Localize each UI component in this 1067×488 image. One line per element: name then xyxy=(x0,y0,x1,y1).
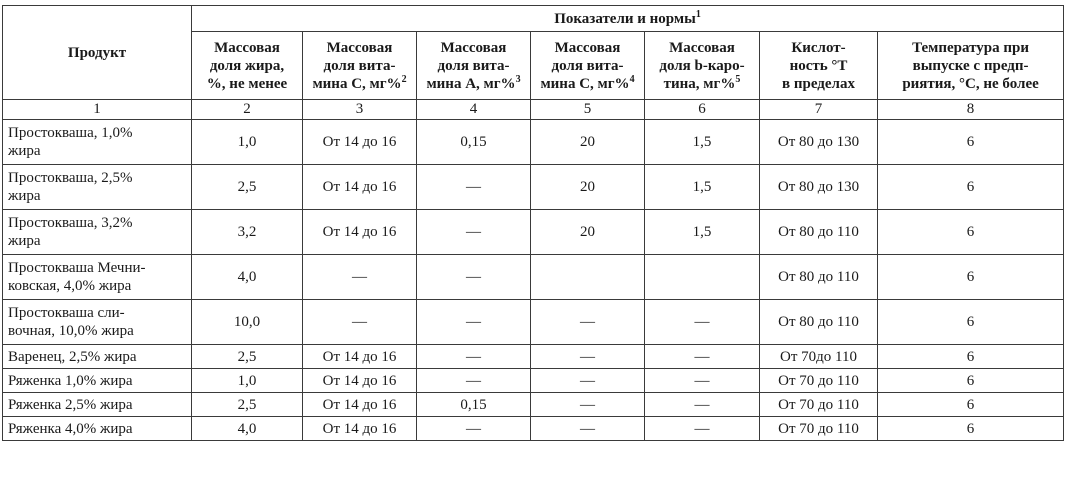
value-cell-col-5: — xyxy=(531,369,645,393)
value-cell-col-7: От 70 до 110 xyxy=(760,369,878,393)
value-cell-col-2: 2,5 xyxy=(192,393,303,417)
value-cell-col-3: От 14 до 16 xyxy=(303,120,417,165)
value-cell-col-6: — xyxy=(645,300,760,345)
table-row xyxy=(3,345,1064,369)
value-cell-col-6: — xyxy=(645,345,760,369)
product-norms-table xyxy=(2,5,1064,441)
value-cell-col-6: 1,5 xyxy=(645,165,760,210)
column-header-3 xyxy=(303,32,417,100)
value-cell-col-5: — xyxy=(531,393,645,417)
value-cell-col-5 xyxy=(531,255,645,300)
column-header-line: %, не менее xyxy=(206,75,288,92)
column-header-line: мина С, мг%$^2$ xyxy=(312,73,407,92)
value-cell-col-5: — xyxy=(531,300,645,345)
value-cell-col-4: 0,15 xyxy=(417,120,531,165)
product-name-line: Простокваша, 2,5% xyxy=(8,170,133,186)
value-cell-col-3: От 14 до 16 xyxy=(303,417,417,441)
product-name-line: Ряженка 1,0% жира xyxy=(8,372,133,389)
column-header-line: мина С, мг%$^4$ xyxy=(540,73,635,92)
column-header-line: ность °Т xyxy=(789,57,848,74)
value-cell-col-4: — xyxy=(417,369,531,393)
value-cell-col-8: 6 xyxy=(878,417,1064,441)
product-name-cell xyxy=(3,393,192,417)
value-cell-col-8: 6 xyxy=(878,255,1064,300)
column-header-5 xyxy=(531,32,645,100)
product-name-line: жира xyxy=(8,233,41,249)
value-cell-col-6: — xyxy=(645,369,760,393)
value-cell-col-4: — xyxy=(417,345,531,369)
value-cell-col-7: От 70до 110 xyxy=(760,345,878,369)
value-cell-col-2: 10,0 xyxy=(192,300,303,345)
value-cell-col-8: 6 xyxy=(878,345,1064,369)
column-number: 4 xyxy=(417,100,531,120)
column-header-line: выпуске с предп- xyxy=(912,57,1029,74)
value-cell-col-8: 6 xyxy=(878,210,1064,255)
value-cell-col-5: — xyxy=(531,417,645,441)
column-header-line: доля b-каро- xyxy=(659,57,745,74)
product-name-line: жира xyxy=(8,143,41,159)
value-cell-col-4: 0,15 xyxy=(417,393,531,417)
product-name-line: Простокваша, 3,2% xyxy=(8,215,133,231)
product-name-cell xyxy=(3,120,192,165)
value-cell-col-4: — xyxy=(417,210,531,255)
value-cell-col-3: От 14 до 16 xyxy=(303,345,417,369)
column-header-line: доля вита- xyxy=(323,57,396,74)
value-cell-col-6: 1,5 xyxy=(645,120,760,165)
value-cell-col-7: От 80 до 110 xyxy=(760,300,878,345)
value-cell-col-7: От 80 до 110 xyxy=(760,255,878,300)
value-cell-col-8: 6 xyxy=(878,369,1064,393)
table-row xyxy=(3,210,1064,255)
value-cell-col-6 xyxy=(645,255,760,300)
value-cell-col-4: — xyxy=(417,300,531,345)
product-name-cell xyxy=(3,345,192,369)
column-header-line: Массовая xyxy=(440,39,507,56)
column-header-8 xyxy=(878,32,1064,100)
value-cell-col-8: 6 xyxy=(878,300,1064,345)
group-header-label: Показатели и нормы xyxy=(554,10,696,27)
value-cell-col-5: 20 xyxy=(531,210,645,255)
indicators-group-header xyxy=(192,6,1064,32)
value-cell-col-6: 1,5 xyxy=(645,210,760,255)
product-name-cell xyxy=(3,210,192,255)
value-cell-col-2: 3,2 xyxy=(192,210,303,255)
table-header xyxy=(3,6,1064,120)
column-header-line: Кислот- xyxy=(791,39,846,56)
column-number: 5 xyxy=(531,100,645,120)
table-row xyxy=(3,165,1064,210)
column-header-7 xyxy=(760,32,878,100)
value-cell-col-3: От 14 до 16 xyxy=(303,393,417,417)
column-header-line: тина, мг%$^5$ xyxy=(663,73,741,92)
column-header-6 xyxy=(645,32,760,100)
table-row xyxy=(3,417,1064,441)
product-name-line: Простокваша, 1,0% xyxy=(8,125,133,141)
value-cell-col-3: — xyxy=(303,255,417,300)
product-header-label: Продукт xyxy=(67,44,127,61)
value-cell-col-4: — xyxy=(417,165,531,210)
column-header-line: мина А, мг%$^3$ xyxy=(426,73,521,92)
value-cell-col-3: От 14 до 16 xyxy=(303,165,417,210)
column-number: 1 xyxy=(3,100,192,120)
product-name-line: Ряженка 4,0% жира xyxy=(8,420,133,437)
column-header-4 xyxy=(417,32,531,100)
product-name-line: жира xyxy=(8,188,41,204)
value-cell-col-7: От 80 до 110 xyxy=(760,210,878,255)
value-cell-col-2: 1,0 xyxy=(192,120,303,165)
value-cell-col-2: 2,5 xyxy=(192,165,303,210)
value-cell-col-5: 20 xyxy=(531,120,645,165)
column-header-line: доля жира, xyxy=(209,57,285,74)
column-header-line: Температура при xyxy=(912,39,1030,56)
value-cell-col-7: От 80 до 130 xyxy=(760,165,878,210)
column-header-footnote: 3 xyxy=(515,73,521,85)
column-header-line: Массовая xyxy=(554,39,621,56)
value-cell-col-2: 1,0 xyxy=(192,369,303,393)
table-row xyxy=(3,369,1064,393)
column-number: 3 xyxy=(303,100,417,120)
product-name-cell xyxy=(3,165,192,210)
table-row xyxy=(3,300,1064,345)
product-column-header xyxy=(3,6,192,100)
product-name-cell xyxy=(3,417,192,441)
column-header-line: Массовая xyxy=(214,39,280,56)
value-cell-col-7: От 80 до 130 xyxy=(760,120,878,165)
value-cell-col-2: 2,5 xyxy=(192,345,303,369)
value-cell-col-8: 6 xyxy=(878,120,1064,165)
column-number: 2 xyxy=(192,100,303,120)
table-row xyxy=(3,120,1064,165)
table-row xyxy=(3,393,1064,417)
column-number: 6 xyxy=(645,100,760,120)
column-header-footnote: 4 xyxy=(629,73,635,85)
value-cell-col-3: От 14 до 16 xyxy=(303,210,417,255)
value-cell-col-2: 4,0 xyxy=(192,255,303,300)
product-name-line: ковская, 4,0% жира xyxy=(8,278,132,294)
table-body xyxy=(3,120,1064,441)
product-name-cell xyxy=(3,369,192,393)
product-name-line: Ряженка 2,5% жира xyxy=(8,396,133,413)
group-header-footnote: 1 xyxy=(695,8,701,20)
value-cell-col-7: От 70 до 110 xyxy=(760,417,878,441)
column-header-line: Массовая xyxy=(326,39,393,56)
product-name-line: Простокваша Мечни- xyxy=(8,260,146,276)
product-name-line: Простокваша сли- xyxy=(8,305,125,321)
value-cell-col-5: 20 xyxy=(531,165,645,210)
column-header-line: доля вита- xyxy=(551,57,624,74)
value-cell-col-6: — xyxy=(645,417,760,441)
value-cell-col-8: 6 xyxy=(878,165,1064,210)
table-row xyxy=(3,255,1064,300)
column-number: 8 xyxy=(878,100,1064,120)
product-name-line: Варенец, 2,5% жира xyxy=(8,348,137,365)
value-cell-col-4: — xyxy=(417,255,531,300)
value-cell-col-3: — xyxy=(303,300,417,345)
value-cell-col-4: — xyxy=(417,417,531,441)
column-header-line: Массовая xyxy=(669,39,735,56)
column-number: 7 xyxy=(760,100,878,120)
value-cell-col-6: — xyxy=(645,393,760,417)
column-header-line: доля вита- xyxy=(437,57,510,74)
column-numbers-row xyxy=(3,100,1064,120)
column-header-2 xyxy=(192,32,303,100)
value-cell-col-8: 6 xyxy=(878,393,1064,417)
value-cell-col-2: 4,0 xyxy=(192,417,303,441)
value-cell-col-7: От 70 до 110 xyxy=(760,393,878,417)
product-name-cell xyxy=(3,300,192,345)
column-header-line: в пределах xyxy=(782,75,855,92)
product-name-line: вочная, 10,0% жира xyxy=(8,323,134,339)
column-header-footnote: 5 xyxy=(735,73,741,85)
column-header-footnote: 2 xyxy=(401,73,407,85)
value-cell-col-3: От 14 до 16 xyxy=(303,369,417,393)
column-header-line: риятия, °С, не более xyxy=(902,75,1039,92)
value-cell-col-5: — xyxy=(531,345,645,369)
product-name-cell xyxy=(3,255,192,300)
